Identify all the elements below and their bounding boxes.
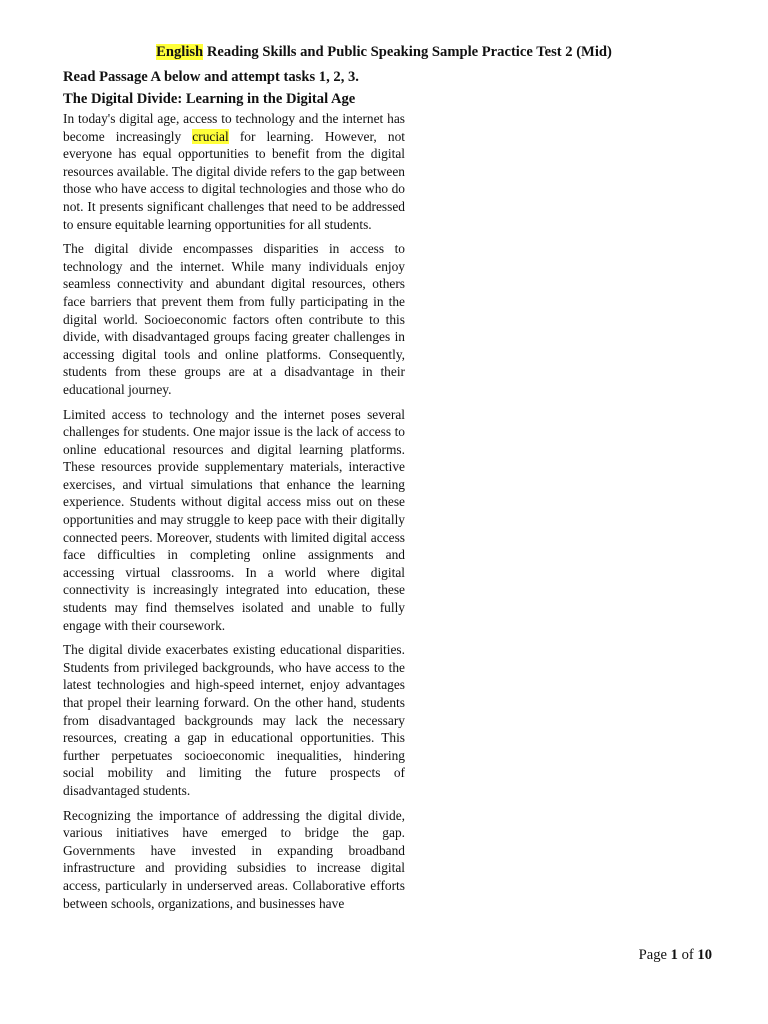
paragraph-3: Limited access to technology and the internet poses several challenges for students. One major issue is the lack of access to online educational resources and digital learning platforms. These resources provide supplementary materials, interactive exercises, and virtual simulations that enhance the learning experience. Students without digital access miss out on these opportunities and may struggle to keep pace with their digitally connected peers. Moreover, students with limited digital access face difficulties in completing online assignments and accessing virtual classrooms. In a world where digital connectivity is increasingly integrated into education, these students may find themselves isolated and unable to fully engage with their coursework. (63, 406, 405, 633)
paragraph-1 (63, 110, 405, 233)
title-rest: Reading Skills and Public Speaking Sample Practice Test 2 (Mid) (203, 44, 612, 60)
paragraph-1-start: In today's digital age, access to technology and the internet has become increasingly (63, 111, 405, 144)
page-label: Page (638, 947, 671, 963)
page-title (0, 42, 768, 62)
page-number (639, 945, 712, 965)
paragraph-4: The digital divide exacerbates existing educational disparities. Students from privileged backgrounds, who have access to the latest technologies and high-speed internet, enjoy advantages that propel their learning forward. On the other hand, students from disadvantaged backgrounds may lack the necessary resources, creating a gap in educational opportunities. This further perpetuates socioeconomic inequalities, hindering social mobility and limiting the future prospects of disadvantaged students. (63, 642, 405, 798)
paragraph-2: The digital divide encompasses disparities in access to technology and the internet. While many individuals enjoy seamless connectivity and abundant digital resources, others face barriers that prevent them from fully participating in the digital world. Socioeconomic factors often contribute to this divide, with disadvantaged groups facing greater challenges in accessing digital tools and online platforms. Consequently, students from these groups are at a disadvantage in their educational journey. (63, 241, 405, 397)
title-highlight: English (156, 44, 204, 60)
highlighted-word: crucial (192, 128, 229, 144)
passage-body (63, 110, 405, 919)
page-total: 10 (697, 947, 712, 963)
passage-title: The Digital Divide: Learning in the Digital Age (63, 91, 356, 107)
page-of: of (677, 947, 698, 963)
paragraph-5: Recognizing the importance of addressing the digital divide, various initiatives have emerged to bridge the gap. Governments have invested in expanding broadband infrastructure and providing subsidies to increase digital access, particularly in underserved areas. Collaborative efforts between schools, organizations, and businesses have (63, 807, 405, 911)
instruction-text: Read Passage A below and attempt tasks 1, 2, 3. (63, 69, 359, 85)
page-current: 1 (670, 947, 678, 963)
paragraph-1-end: for learning. However, not everyone has equal opportunities to benefit from the digital resources available. The digital divide refers to the gap between those who have access to digital technologies and those who do not. It presents significant challenges that need to be addressed to ensure equitable learning opportunities for all students. (63, 128, 405, 232)
